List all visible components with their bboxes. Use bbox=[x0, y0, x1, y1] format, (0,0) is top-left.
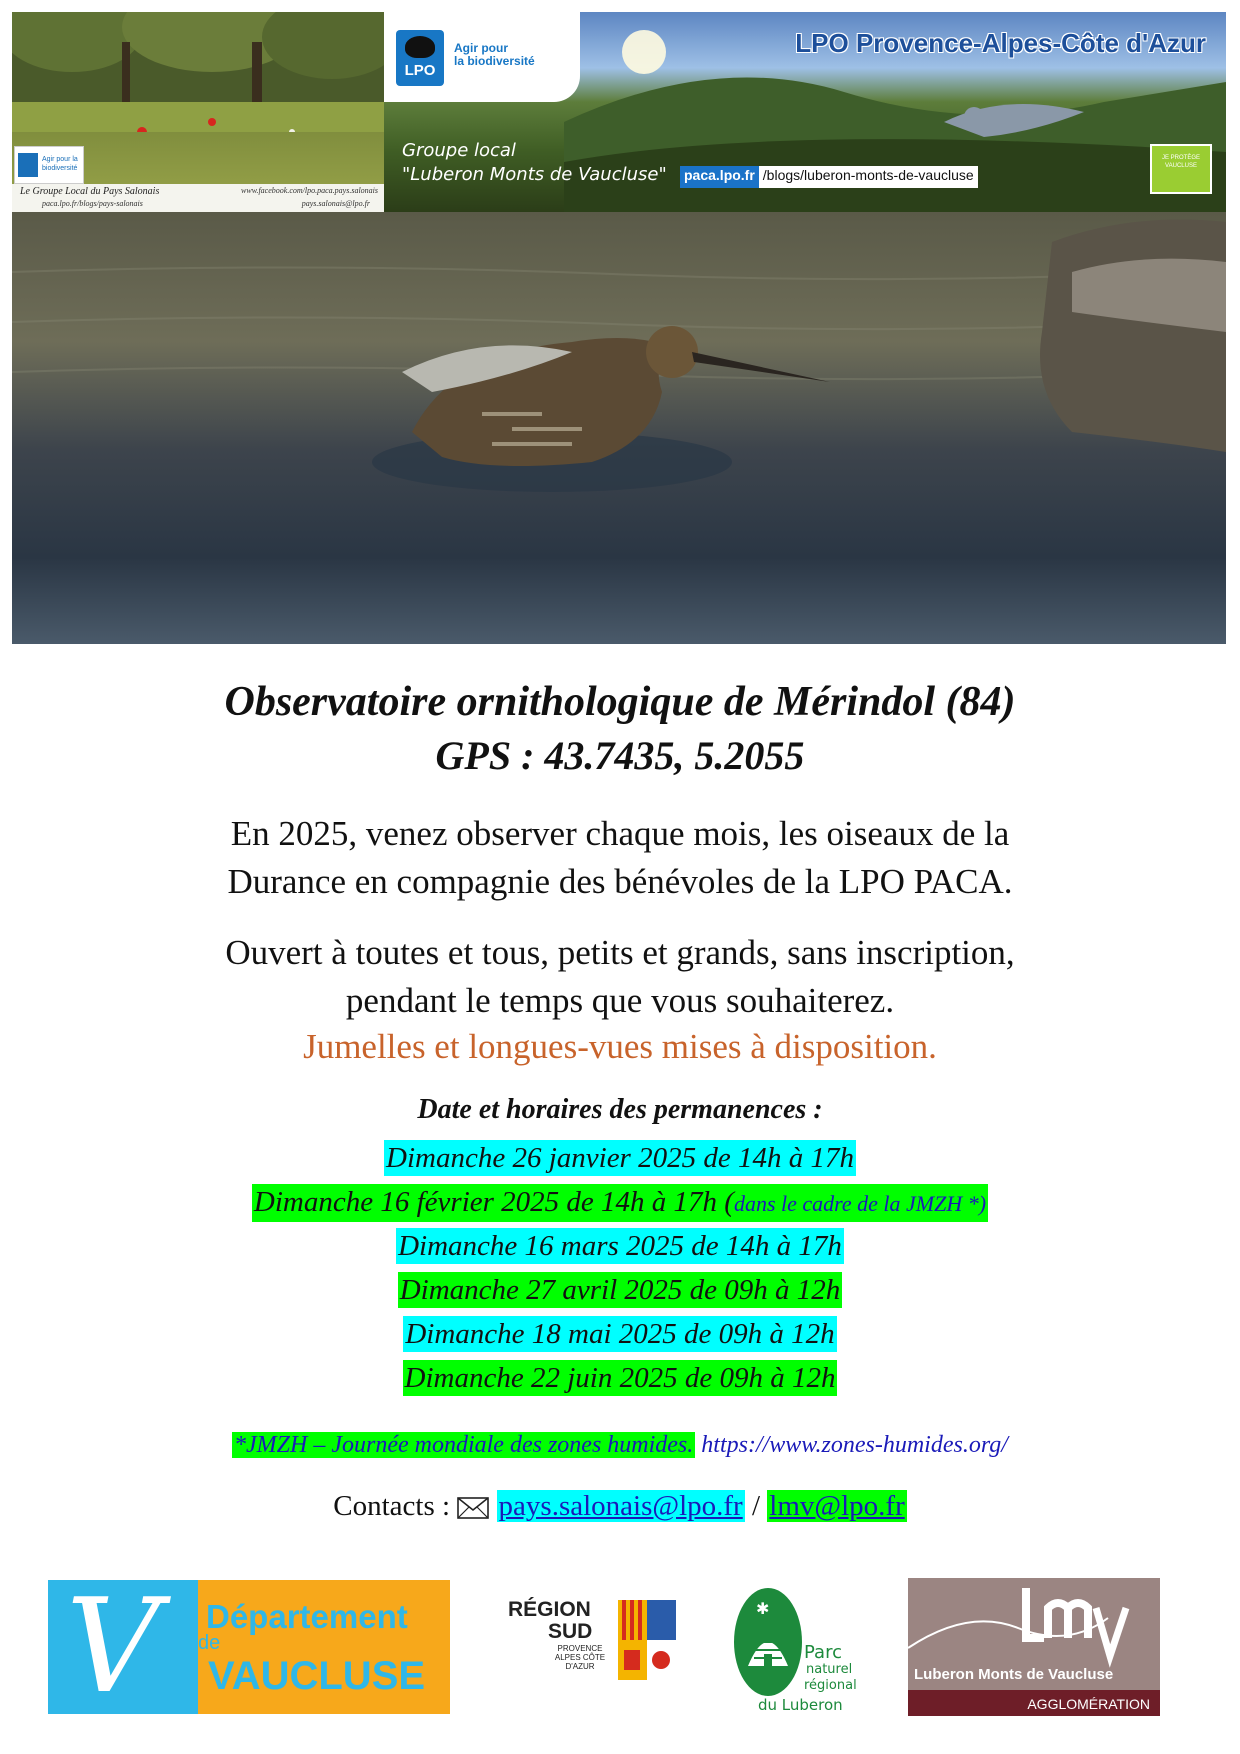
zones-humides-link[interactable]: https://www.zones-humides.org/ bbox=[701, 1432, 1008, 1458]
salonais-group-name: Le Groupe Local du Pays Salonais bbox=[20, 186, 160, 197]
group-local-name: "Luberon Monts de Vaucluse" bbox=[402, 164, 667, 185]
vaucluse-protect-badge: JE PROTÈGE VAUCLUSE bbox=[1150, 144, 1212, 194]
jmzh-footnote bbox=[0, 1432, 1240, 1459]
lmv-agglomeration-logo: Luberon Monts de Vaucluse AGGLOMÉRATION bbox=[908, 1578, 1160, 1716]
region-coat-of-arms-icon bbox=[618, 1600, 676, 1680]
lmv-monogram-icon bbox=[908, 1578, 1160, 1668]
snipe-bathing-image bbox=[12, 212, 1226, 644]
list-item bbox=[0, 1184, 1240, 1228]
lpo-logo-card bbox=[384, 12, 580, 102]
jmzh-note: dans le cadre de la JMZH *) bbox=[733, 1191, 987, 1216]
blog-url[interactable] bbox=[680, 166, 978, 188]
lpo-logo: LPO bbox=[396, 30, 444, 86]
jmzh-definition: *JMZH – Journée mondiale des zones humides. bbox=[234, 1432, 694, 1458]
region-sud-logo: RÉGION SUD PROVENCE ALPES CÔTE D'AZUR bbox=[508, 1598, 678, 1688]
intro-paragraph: En 2025, venez observer chaque mois, les oiseaux de la Durance en compagnie des bénévoles de la LPO PACA. bbox=[227, 814, 1013, 901]
salonais-caption bbox=[12, 184, 384, 212]
pays-salonais-banner bbox=[12, 12, 384, 212]
date-april: Dimanche 27 avril 2025 de 09h à 12h bbox=[399, 1274, 841, 1306]
envelope-icon bbox=[457, 1497, 489, 1519]
email-lmv-link[interactable]: lmv@lpo.fr bbox=[769, 1490, 905, 1522]
list-item bbox=[0, 1140, 1240, 1184]
schedule-title: Date et horaires des permanences : bbox=[417, 1094, 823, 1125]
gps-coordinates: GPS : 43.7435, 5.2055 bbox=[435, 733, 805, 778]
vaucluse-department-logo: V Département de VAUCLUSE bbox=[48, 1580, 450, 1714]
equipment-note: Jumelles et longues-vues mises à disposition. bbox=[303, 1027, 937, 1066]
schedule-list bbox=[0, 1140, 1240, 1404]
list-item bbox=[0, 1228, 1240, 1272]
lpo-mini-logo: Agir pour la biodiversité bbox=[14, 146, 84, 184]
contacts bbox=[0, 1490, 1240, 1523]
list-item bbox=[0, 1360, 1240, 1404]
salonais-email[interactable]: pays.salonais@lpo.fr bbox=[301, 199, 370, 208]
list-item bbox=[0, 1272, 1240, 1316]
date-february: Dimanche 16 février 2025 de 14h à 17h (dans le cadre de la JMZH *) bbox=[252, 1184, 988, 1222]
olive-grove-image bbox=[12, 12, 384, 132]
salonais-facebook[interactable]: www.facebook.com/lpo.paca.pays.salonais bbox=[241, 186, 378, 195]
page-title: Observatoire ornithologique de Mérindol (84) bbox=[224, 679, 1016, 725]
snipe-photo bbox=[12, 212, 1226, 644]
blog-url-domain[interactable]: paca.lpo.fr bbox=[680, 166, 759, 188]
salonais-blog[interactable]: paca.lpo.fr/blogs/pays-salonais bbox=[42, 199, 143, 208]
date-january: Dimanche 26 janvier 2025 de 14h à 17h bbox=[386, 1142, 854, 1174]
date-march: Dimanche 16 mars 2025 de 14h à 17h bbox=[398, 1230, 842, 1262]
contacts-label: Contacts : bbox=[333, 1490, 451, 1522]
email-salonais-link[interactable]: pays.salonais@lpo.fr bbox=[498, 1490, 743, 1522]
date-june: Dimanche 22 juin 2025 de 09h à 12h bbox=[404, 1362, 836, 1394]
region-title: LPO Provence-Alpes-Côte d'Azur bbox=[795, 28, 1206, 58]
puffin-icon bbox=[405, 36, 435, 58]
parc-luberon-logo: ✱ Parc naturel régional du Luberon bbox=[732, 1584, 852, 1724]
open-paragraph: Ouvert à toutes et tous, petits et grands, sans inscription, pendant le temps que vous souhaiterez. bbox=[225, 933, 1015, 1020]
svg-text:✱: ✱ bbox=[756, 1599, 770, 1618]
luberon-banner bbox=[384, 12, 1226, 212]
date-may: Dimanche 18 mai 2025 de 09h à 12h bbox=[405, 1318, 835, 1350]
parc-borie-icon bbox=[734, 1588, 802, 1696]
list-item bbox=[0, 1316, 1240, 1360]
group-local-label: Groupe local bbox=[402, 140, 516, 161]
blog-url-path[interactable]: /blogs/luberon-monts-de-vaucluse bbox=[759, 166, 978, 188]
header-banner bbox=[12, 12, 1226, 212]
v-logo-icon: V bbox=[66, 1580, 160, 1714]
contacts-separator: / bbox=[751, 1490, 761, 1522]
lpo-tagline: Agir pour la biodiversité bbox=[454, 41, 535, 68]
